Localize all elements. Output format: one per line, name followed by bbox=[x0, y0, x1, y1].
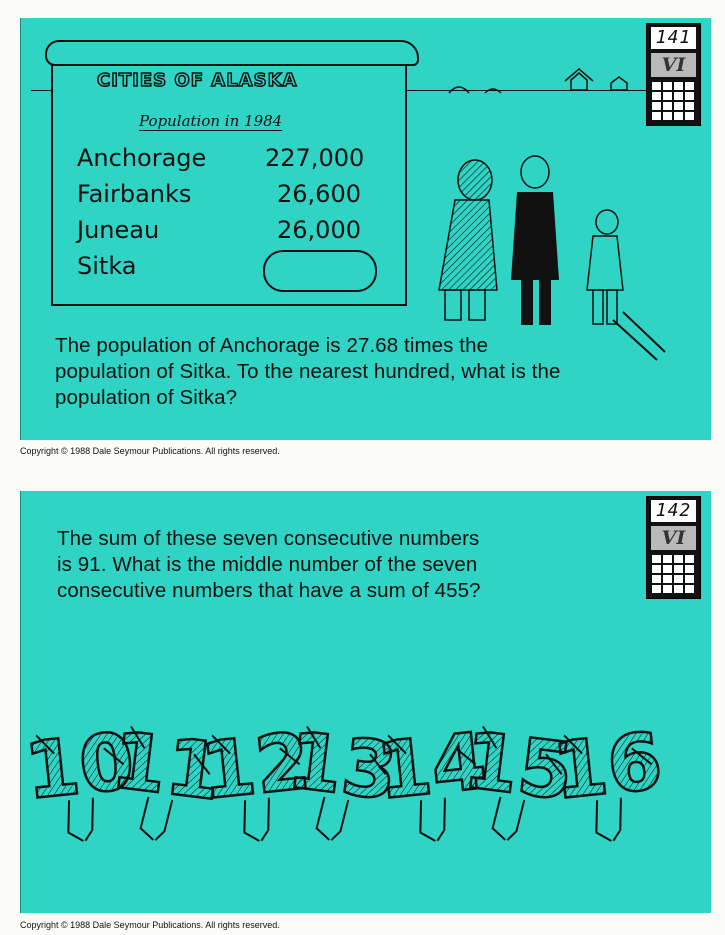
dancing-numbers-illustration bbox=[20, 681, 699, 901]
city-population: 227,000 bbox=[265, 144, 365, 172]
card-number: 142 bbox=[651, 500, 696, 522]
question-text: The population of Anchorage is 27.68 times the population of Sitka. To the nearest hundred, what is the population of Sitka? bbox=[55, 334, 561, 409]
snow-cap bbox=[45, 40, 419, 66]
problem-card-141 bbox=[20, 18, 711, 440]
problem-card-142 bbox=[20, 491, 711, 913]
cities-sign bbox=[51, 58, 407, 306]
card-number: 141 bbox=[651, 27, 696, 49]
village-illustration bbox=[441, 63, 641, 103]
city-name: Juneau bbox=[77, 216, 160, 244]
city-population: 26,600 bbox=[277, 180, 361, 208]
sign-subtitle: Population in 1984 bbox=[139, 112, 283, 130]
number-label: 13 bbox=[282, 715, 402, 819]
question-text: The sum of these seven consecutive numbers is 91. What is the middle number of the seven consecutive numbers that have a sum of 455? bbox=[57, 527, 481, 602]
number-label: 12 bbox=[196, 716, 315, 818]
number-label: 11 bbox=[106, 715, 226, 819]
city-name: Fairbanks bbox=[77, 180, 192, 208]
level-label: VI bbox=[651, 526, 696, 550]
card-number-badge bbox=[646, 23, 701, 126]
level-label: VI bbox=[651, 53, 696, 77]
unknown-value-cloud bbox=[263, 250, 377, 292]
copyright-notice: Copyright © 1988 Dale Seymour Publications. All rights reserved. bbox=[20, 920, 280, 930]
calculator-keypad-icon bbox=[652, 555, 695, 593]
number-characters bbox=[21, 716, 669, 847]
copyright-notice: Copyright © 1988 Dale Seymour Publications. All rights reserved. bbox=[20, 446, 280, 456]
number-label: 14 bbox=[372, 716, 491, 818]
calculator-keypad-icon bbox=[652, 82, 695, 120]
horizon-line bbox=[31, 90, 53, 91]
number-label: 16 bbox=[548, 716, 667, 818]
city-name: Anchorage bbox=[77, 144, 207, 172]
number-label: 15 bbox=[458, 715, 578, 819]
number-character bbox=[549, 717, 669, 847]
city-name: Sitka bbox=[77, 252, 137, 280]
card-number-badge bbox=[646, 496, 701, 599]
number-label: 10 bbox=[20, 716, 139, 818]
city-population: 26,000 bbox=[277, 216, 361, 244]
sign-title: CITIES OF ALASKA bbox=[97, 70, 298, 91]
